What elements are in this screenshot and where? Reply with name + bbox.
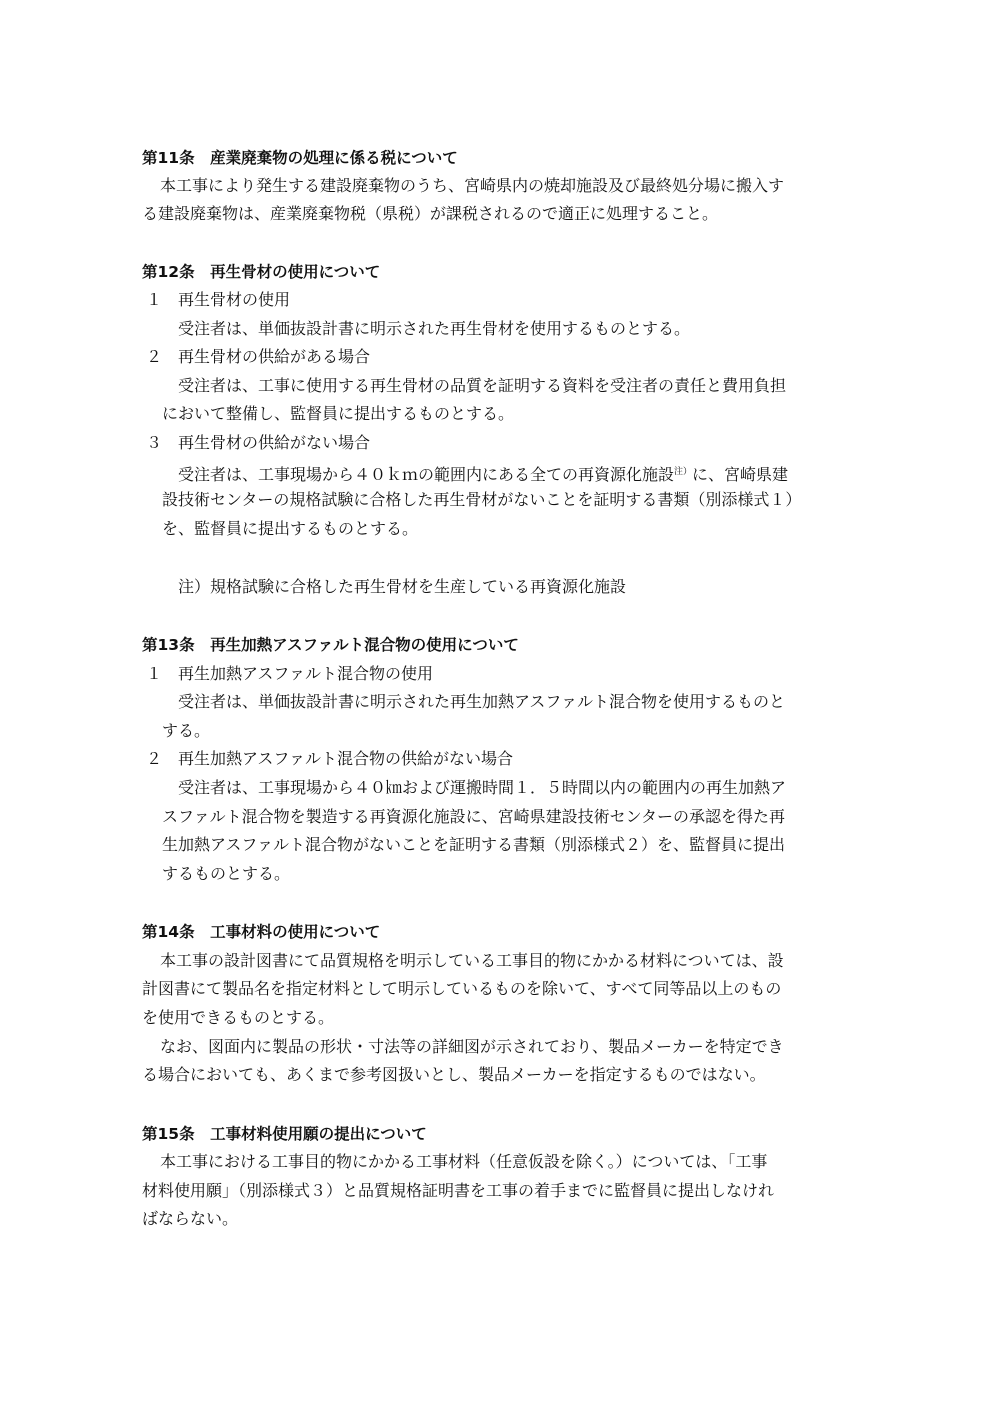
article-13-item-2-text: するものとする。 [162,864,291,883]
article-12-item-2-title: ２ 再生骨材の供給がある場合 [146,347,371,366]
article-13-item-2-text: 受注者は、工事現場から４０㎞および運搬時間１．５時間以内の範囲内の再生加熱ア [178,778,787,797]
article-14-text-line: る場合においても、あくまで参考図扱いとし、製品メーカーを指定するものではない。 [142,1065,766,1084]
article-14-text-line: なお、図面内に製品の形状・寸法等の詳細図が示されており、製品メーカーを特定でき [160,1037,784,1056]
article-12-footnote: 注）規格試験に合格した再生骨材を生産している再資源化施設 [178,577,627,596]
article-15-text-line: 材料使用願」（別添様式３）と品質規格証明書を工事の着手までに監督員に提出しなけれ [142,1181,775,1200]
article-13-heading: 第13条 再生加熱アスファルト混合物の使用について [142,636,519,654]
article-12-item-2-text: 受注者は、工事に使用する再生骨材の品質を証明する資料を受注者の責任と費用負担 [178,376,787,395]
footnote-marker: 注） [674,467,693,477]
article-13-item-1-text: する。 [162,721,211,740]
article-11-text-line: る建設廃棄物は、産業廃棄物税（県税）が課税されるので適正に処理すること。 [142,204,719,223]
article-11-heading: 第11条 産業廃棄物の処理に係る税について [142,149,458,167]
article-14-text-line: を使用できるものとする。 [142,1008,335,1027]
article-13-item-1-title: １ 再生加熱アスファルト混合物の使用 [146,664,434,683]
article-14-heading: 第14条 工事材料の使用について [142,923,381,941]
article-15-text-line: 本工事における工事目的物にかかる工事材料（任意仮設を除く。）については、「工事 [160,1152,768,1171]
article-12-item-3-text-part: に、宮崎県建 [692,465,789,484]
article-11-text-line: 本工事により発生する建設廃棄物のうち、宮崎県内の焼却施設及び最終処分場に搬入す [160,176,785,195]
article-13-item-2-title: ２ 再生加熱アスファルト混合物の供給がない場合 [146,749,514,768]
article-12-heading: 第12条 再生骨材の使用について [142,263,381,281]
article-13-item-2-text: 生加熱アスファルト混合物がないことを証明する書類（別添様式２）を、監督員に提出 [162,835,786,854]
article-14-text-line: 計図書にて製品名を指定材料として明示しているものを除いて、すべて同等品以上のもの [142,979,782,998]
article-15-text-line: ばならない。 [142,1209,239,1228]
article-12-item-1-text: 受注者は、単価抜設計書に明示された再生骨材を使用するものとする。 [178,319,691,338]
article-13-item-1-text: 受注者は、単価抜設計書に明示された再生加熱アスファルト混合物を使用するものと [178,692,786,711]
article-12-item-3-text: 設技術センターの規格試験に合格した再生骨材がないことを証明する書類（別添様式１） [162,490,802,509]
article-12-item-3-text: を、監督員に提出するものとする。 [162,519,419,538]
article-12-item-2-text: において整備し、監督員に提出するものとする。 [162,404,515,423]
article-15-heading: 第15条 工事材料使用願の提出について [142,1125,427,1143]
article-12-item-3-text-part: 受注者は、工事現場から４０ｋｍの範囲内にある全ての再資源化施設 [178,465,675,484]
article-12-item-3-text [178,462,788,485]
article-12-item-1-title: １ 再生骨材の使用 [146,290,291,309]
article-14-text-line: 本工事の設計図書にて品質規格を明示している工事目的物にかかる材料については、設 [160,951,784,970]
article-13-item-2-text: スファルト混合物を製造する再資源化施設に、宮崎県建設技術センターの承認を得た再 [162,807,786,826]
article-12-item-3-title: ３ 再生骨材の供給がない場合 [146,433,371,452]
